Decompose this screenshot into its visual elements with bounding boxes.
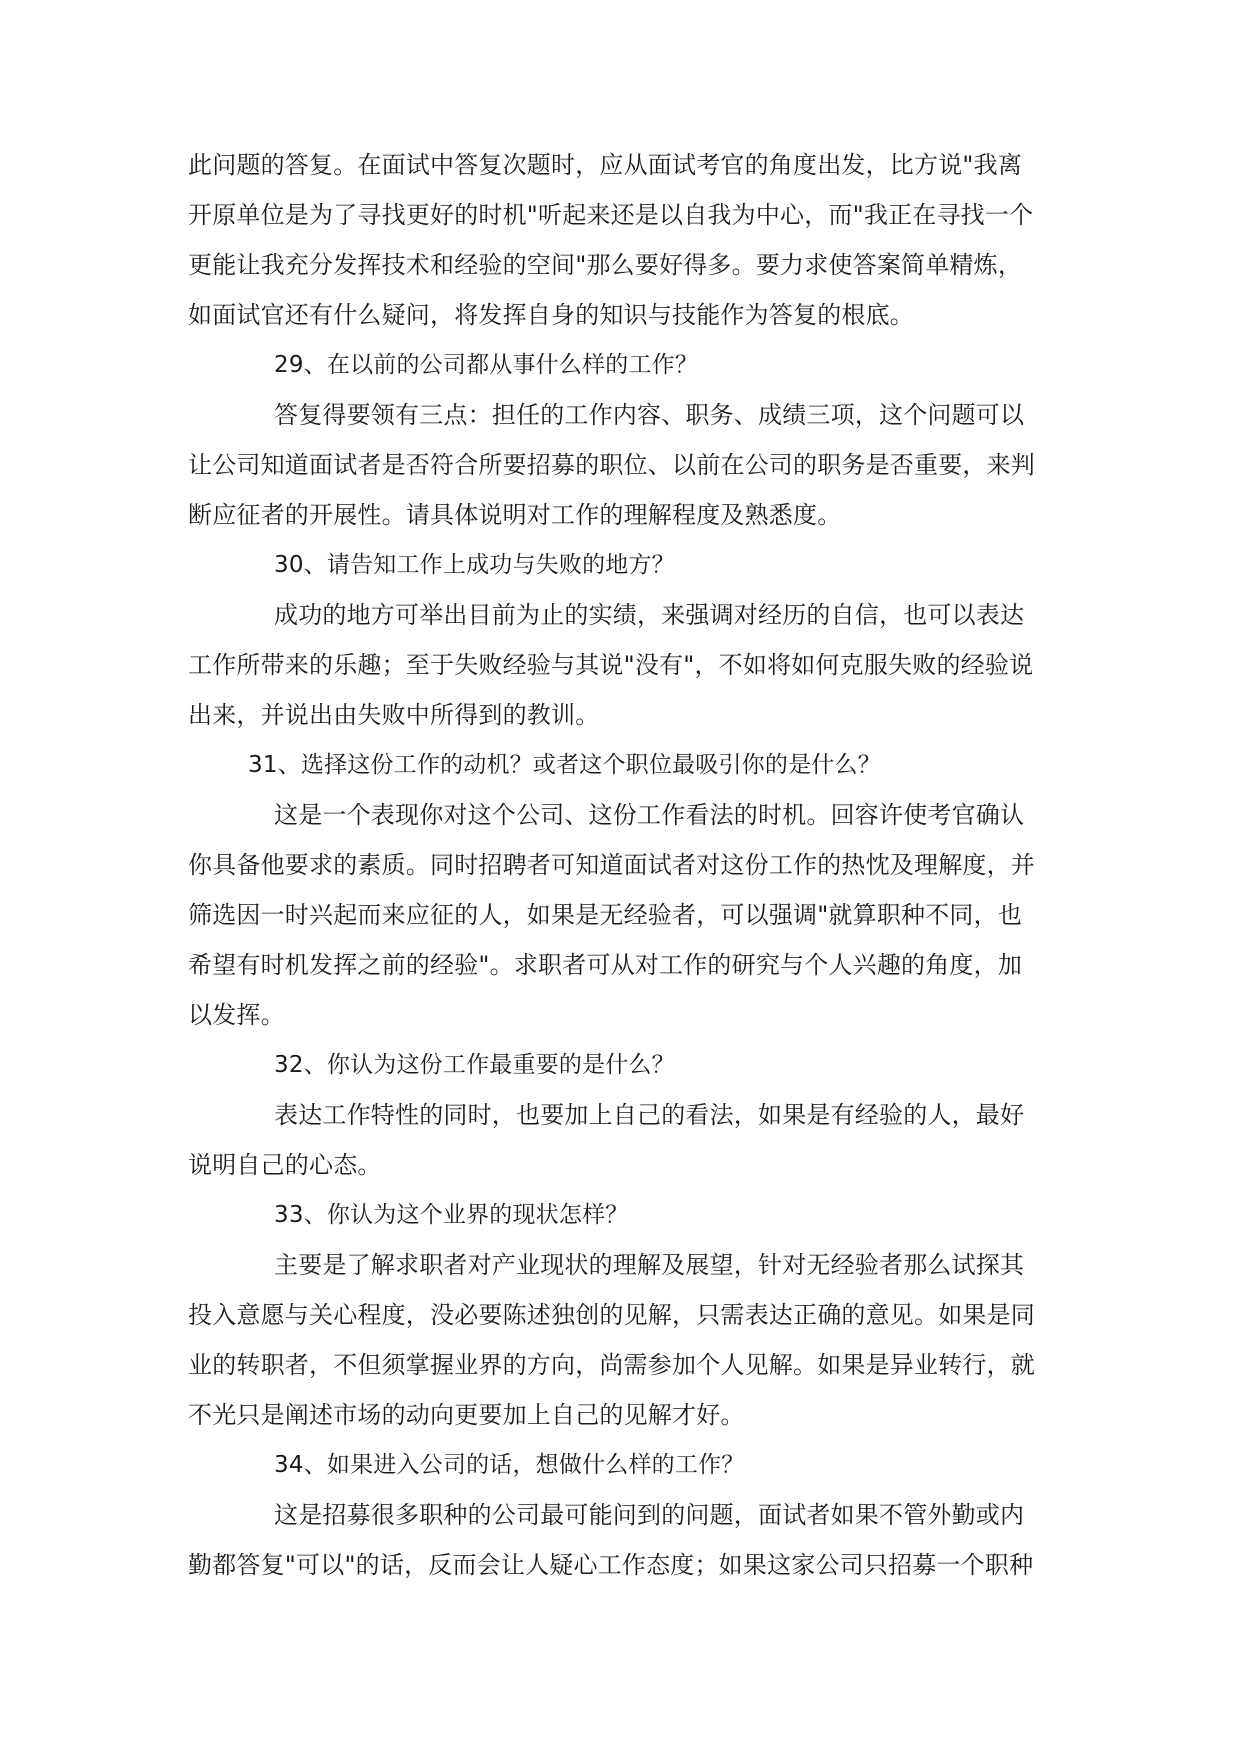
- paragraph-line: 你具备他要求的素质。同时招聘者可知道面试者对这份工作的热忱及理解度，并: [188, 851, 1035, 879]
- paragraph-line: 说明自己的心态。: [188, 1151, 382, 1179]
- question-heading: 33、你认为这个业界的现状怎样？: [274, 1202, 629, 1228]
- paragraph-line: 开原单位是为了寻找更好的时机"听起来还是以自我为中心，而"我正在寻找一个: [188, 201, 1034, 229]
- paragraph-line: 更能让我充分发挥技术和经验的空间"那么要好得多。要力求使答案简单精炼，: [188, 251, 1023, 279]
- paragraph-line: 断应征者的开展性。请具体说明对工作的理解程度及熟悉度。: [188, 501, 842, 529]
- paragraph-line: 答复得要领有三点：担任的工作内容、职务、成绩三项，这个问题可以: [274, 401, 1025, 429]
- paragraph-line: 表达工作特性的同时，也要加上自己的看法，如果是有经验的人，最好: [274, 1101, 1025, 1129]
- document-page: [188, 140, 1056, 1590]
- question-heading: 29、在以前的公司都从事什么样的工作？: [274, 352, 699, 378]
- paragraph-line: 让公司知道面试者是否符合所要招募的职位、以前在公司的职务是否重要，来判: [188, 451, 1035, 479]
- paragraph-line: 出来，并说出由失败中所得到的教训。: [188, 701, 600, 729]
- paragraph-line: 如面试官还有什么疑问，将发挥自身的知识与技能作为答复的根底。: [188, 301, 914, 329]
- paragraph-line: 成功的地方可举出目前为止的实绩，来强调对经历的自信，也可以表达: [274, 601, 1025, 629]
- question-heading: 32、你认为这份工作最重要的是什么？: [274, 1052, 675, 1078]
- paragraph-line: 不光只是阐述市场的动向更要加上自己的见解才好。: [188, 1401, 745, 1429]
- paragraph-line: 投入意愿与关心程度，没必要陈述独创的见解，只需表达正确的意见。如果是同: [188, 1301, 1035, 1329]
- paragraph-line: 这是招募很多职种的公司最可能问到的问题，面试者如果不管外勤或内: [274, 1501, 1025, 1529]
- paragraph-line: 以发挥。: [188, 1001, 285, 1029]
- paragraph-line: 主要是了解求职者对产业现状的理解及展望，针对无经验者那么试探其: [274, 1251, 1025, 1279]
- paragraph-line: 勤都答复"可以"的话，反而会让人疑心工作态度；如果这家公司只招募一个职种: [188, 1551, 1034, 1579]
- paragraph-line: 工作所带来的乐趣；至于失败经验与其说"没有"，不如将如何克服失败的经验说: [188, 651, 1034, 679]
- paragraph-line: 业的转职者，不但须掌握业界的方向，尚需参加个人见解。如果是异业转行，就: [188, 1351, 1035, 1379]
- question-heading: 31、选择这份工作的动机？或者这个职位最吸引你的是什么？: [248, 752, 881, 778]
- paragraph-line: 筛选因一时兴起而来应征的人，如果是无经验者，可以强调"就算职种不同，也: [188, 901, 1023, 929]
- question-heading: 34、如果进入公司的话，想做什么样的工作？: [274, 1452, 745, 1478]
- paragraph-line: 这是一个表现你对这个公司、这份工作看法的时机。回容许使考官确认: [274, 801, 1025, 829]
- paragraph-line: 此问题的答复。在面试中答复次题时，应从面试考官的角度出发，比方说"我离: [188, 151, 1023, 179]
- paragraph-line: 希望有时机发挥之前的经验"。求职者可从对工作的研究与个人兴趣的角度，加: [188, 951, 1023, 979]
- question-heading: 30、请告知工作上成功与失败的地方？: [274, 552, 675, 578]
